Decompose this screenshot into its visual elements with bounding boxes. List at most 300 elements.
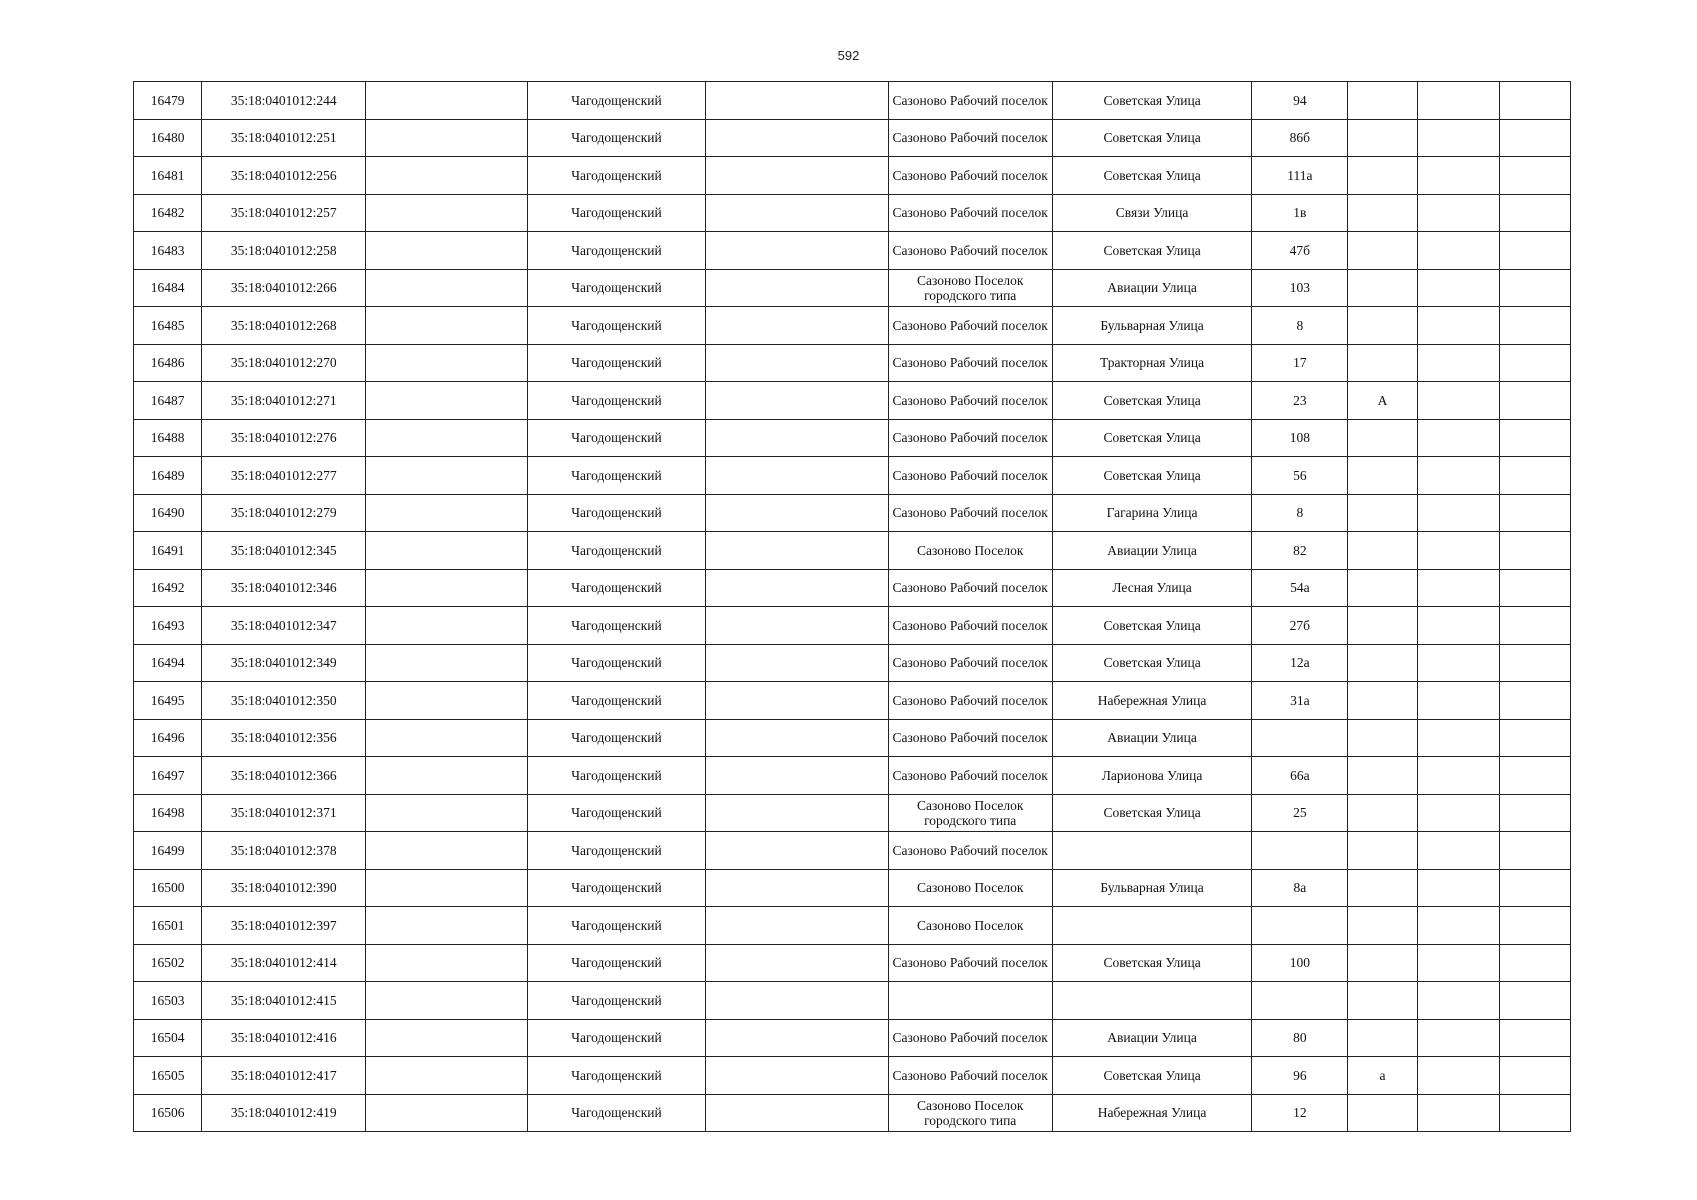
empty-cell [366, 1094, 527, 1132]
empty-cell [706, 982, 888, 1020]
building-letter-cell [1348, 1019, 1417, 1057]
district-cell: Чагодощенский [527, 157, 705, 195]
empty-cell [366, 982, 527, 1020]
table-row [134, 532, 1571, 570]
house-number-cell: 54а [1252, 569, 1348, 607]
district-cell: Чагодощенский [527, 119, 705, 157]
street-cell [1052, 832, 1251, 870]
empty-cell [1499, 119, 1570, 157]
row-number-cell: 16481 [134, 157, 202, 195]
empty-cell [1417, 907, 1499, 945]
empty-cell [706, 494, 888, 532]
district-cell: Чагодощенский [527, 569, 705, 607]
empty-cell [1417, 419, 1499, 457]
settlement-cell: Сазоново Рабочий поселок [888, 307, 1052, 345]
row-number-cell: 16492 [134, 569, 202, 607]
empty-cell [1499, 382, 1570, 420]
empty-cell [706, 907, 888, 945]
settlement-cell: Сазоново Рабочий поселок [888, 232, 1052, 270]
empty-cell [1417, 569, 1499, 607]
building-letter-cell [1348, 232, 1417, 270]
row-number-cell: 16483 [134, 232, 202, 270]
empty-cell [1417, 1057, 1499, 1095]
row-number-cell: 16486 [134, 344, 202, 382]
cadastral-number-cell: 35:18:0401012:378 [202, 832, 366, 870]
empty-cell [366, 82, 527, 120]
empty-cell [366, 419, 527, 457]
empty-cell [366, 232, 527, 270]
street-cell: Гагарина Улица [1052, 494, 1251, 532]
empty-cell [1499, 794, 1570, 832]
empty-cell [706, 757, 888, 795]
district-cell: Чагодощенский [527, 644, 705, 682]
settlement-cell: Сазоново Рабочий поселок [888, 419, 1052, 457]
house-number-cell [1252, 907, 1348, 945]
empty-cell [1417, 982, 1499, 1020]
cadastral-number-cell: 35:18:0401012:271 [202, 382, 366, 420]
settlement-cell: Сазоново Рабочий поселок [888, 1057, 1052, 1095]
cadastral-number-cell: 35:18:0401012:268 [202, 307, 366, 345]
table-row [134, 419, 1571, 457]
empty-cell [706, 832, 888, 870]
building-letter-cell [1348, 869, 1417, 907]
table-row [134, 869, 1571, 907]
empty-cell [1499, 194, 1570, 232]
house-number-cell: 80 [1252, 1019, 1348, 1057]
house-number-cell: 31а [1252, 682, 1348, 720]
row-number-cell: 16506 [134, 1094, 202, 1132]
table-row [134, 794, 1571, 832]
street-cell [1052, 907, 1251, 945]
district-cell: Чагодощенский [527, 344, 705, 382]
building-letter-cell [1348, 457, 1417, 495]
table-row [134, 457, 1571, 495]
empty-cell [1417, 457, 1499, 495]
table-row [134, 494, 1571, 532]
building-letter-cell [1348, 194, 1417, 232]
empty-cell [706, 119, 888, 157]
registry-body [134, 82, 1571, 1132]
settlement-cell: Сазоново Рабочий поселок [888, 719, 1052, 757]
settlement-cell: Сазоново Рабочий поселок [888, 569, 1052, 607]
empty-cell [706, 569, 888, 607]
empty-cell [706, 869, 888, 907]
empty-cell [366, 344, 527, 382]
empty-cell [706, 944, 888, 982]
house-number-cell: 12 [1252, 1094, 1348, 1132]
empty-cell [706, 382, 888, 420]
settlement-cell: Сазоново Рабочий поселок [888, 607, 1052, 645]
table-row [134, 944, 1571, 982]
cadastral-number-cell: 35:18:0401012:279 [202, 494, 366, 532]
empty-cell [366, 607, 527, 645]
table-row [134, 307, 1571, 345]
house-number-cell [1252, 982, 1348, 1020]
district-cell: Чагодощенский [527, 1019, 705, 1057]
row-number-cell: 16491 [134, 532, 202, 570]
cadastral-number-cell: 35:18:0401012:416 [202, 1019, 366, 1057]
street-cell: Авиации Улица [1052, 1019, 1251, 1057]
street-cell: Советская Улица [1052, 419, 1251, 457]
table-row [134, 719, 1571, 757]
settlement-cell: Сазоново Рабочий поселок [888, 157, 1052, 195]
row-number-cell: 16498 [134, 794, 202, 832]
street-cell: Советская Улица [1052, 119, 1251, 157]
building-letter-cell [1348, 794, 1417, 832]
row-number-cell: 16488 [134, 419, 202, 457]
cadastral-number-cell: 35:18:0401012:270 [202, 344, 366, 382]
cadastral-number-cell: 35:18:0401012:347 [202, 607, 366, 645]
empty-cell [1417, 607, 1499, 645]
table-row [134, 682, 1571, 720]
settlement-cell: Сазоново Рабочий поселок [888, 1019, 1052, 1057]
house-number-cell: 56 [1252, 457, 1348, 495]
building-letter-cell [1348, 982, 1417, 1020]
row-number-cell: 16490 [134, 494, 202, 532]
empty-cell [366, 1057, 527, 1095]
empty-cell [1499, 682, 1570, 720]
cadastral-number-cell: 35:18:0401012:256 [202, 157, 366, 195]
empty-cell [1499, 1057, 1570, 1095]
cadastral-number-cell: 35:18:0401012:276 [202, 419, 366, 457]
house-number-cell: 82 [1252, 532, 1348, 570]
building-letter-cell [1348, 944, 1417, 982]
house-number-cell: 111а [1252, 157, 1348, 195]
cadastral-number-cell: 35:18:0401012:356 [202, 719, 366, 757]
street-cell: Советская Улица [1052, 607, 1251, 645]
table-row [134, 157, 1571, 195]
building-letter-cell [1348, 644, 1417, 682]
empty-cell [706, 419, 888, 457]
empty-cell [1417, 232, 1499, 270]
empty-cell [1417, 1019, 1499, 1057]
empty-cell [1499, 719, 1570, 757]
row-number-cell: 16485 [134, 307, 202, 345]
empty-cell [366, 644, 527, 682]
street-cell: Советская Улица [1052, 794, 1251, 832]
empty-cell [1499, 1019, 1570, 1057]
district-cell: Чагодощенский [527, 82, 705, 120]
empty-cell [706, 1019, 888, 1057]
cadastral-number-cell: 35:18:0401012:349 [202, 644, 366, 682]
empty-cell [1417, 869, 1499, 907]
building-letter-cell: а [1348, 1057, 1417, 1095]
empty-cell [366, 532, 527, 570]
settlement-cell: Сазоново Рабочий поселок [888, 344, 1052, 382]
district-cell: Чагодощенский [527, 607, 705, 645]
district-cell: Чагодощенский [527, 794, 705, 832]
row-number-cell: 16501 [134, 907, 202, 945]
empty-cell [706, 157, 888, 195]
district-cell: Чагодощенский [527, 269, 705, 307]
building-letter-cell [1348, 269, 1417, 307]
building-letter-cell [1348, 82, 1417, 120]
district-cell: Чагодощенский [527, 832, 705, 870]
empty-cell [706, 457, 888, 495]
empty-cell [1499, 832, 1570, 870]
building-letter-cell [1348, 307, 1417, 345]
empty-cell [706, 532, 888, 570]
table-row [134, 607, 1571, 645]
district-cell: Чагодощенский [527, 419, 705, 457]
house-number-cell: 8а [1252, 869, 1348, 907]
district-cell: Чагодощенский [527, 907, 705, 945]
empty-cell [366, 794, 527, 832]
settlement-cell: Сазоново Рабочий поселок [888, 194, 1052, 232]
empty-cell [1417, 644, 1499, 682]
empty-cell [1499, 532, 1570, 570]
empty-cell [366, 194, 527, 232]
street-cell: Тракторная Улица [1052, 344, 1251, 382]
row-number-cell: 16500 [134, 869, 202, 907]
empty-cell [706, 344, 888, 382]
street-cell: Советская Улица [1052, 1057, 1251, 1095]
row-number-cell: 16484 [134, 269, 202, 307]
empty-cell [706, 1094, 888, 1132]
house-number-cell [1252, 832, 1348, 870]
empty-cell [1499, 419, 1570, 457]
empty-cell [366, 307, 527, 345]
empty-cell [366, 382, 527, 420]
empty-cell [706, 682, 888, 720]
row-number-cell: 16503 [134, 982, 202, 1020]
settlement-cell [888, 982, 1052, 1020]
building-letter-cell [1348, 832, 1417, 870]
settlement-cell: Сазоново Поселок [888, 869, 1052, 907]
building-letter-cell: А [1348, 382, 1417, 420]
row-number-cell: 16493 [134, 607, 202, 645]
empty-cell [706, 719, 888, 757]
cadastral-number-cell: 35:18:0401012:257 [202, 194, 366, 232]
empty-cell [1499, 569, 1570, 607]
empty-cell [366, 907, 527, 945]
settlement-cell: Сазоново Рабочий поселок [888, 457, 1052, 495]
street-cell: Советская Улица [1052, 82, 1251, 120]
table-row [134, 982, 1571, 1020]
street-cell: Бульварная Улица [1052, 869, 1251, 907]
empty-cell [366, 682, 527, 720]
house-number-cell: 25 [1252, 794, 1348, 832]
district-cell: Чагодощенский [527, 757, 705, 795]
district-cell: Чагодощенский [527, 457, 705, 495]
empty-cell [1499, 82, 1570, 120]
row-number-cell: 16482 [134, 194, 202, 232]
street-cell: Авиации Улица [1052, 719, 1251, 757]
building-letter-cell [1348, 719, 1417, 757]
empty-cell [366, 719, 527, 757]
house-number-cell: 100 [1252, 944, 1348, 982]
empty-cell [706, 232, 888, 270]
empty-cell [1499, 494, 1570, 532]
table-row [134, 569, 1571, 607]
house-number-cell: 108 [1252, 419, 1348, 457]
street-cell: Лесная Улица [1052, 569, 1251, 607]
empty-cell [1499, 269, 1570, 307]
cadastral-number-cell: 35:18:0401012:346 [202, 569, 366, 607]
empty-cell [366, 757, 527, 795]
cadastral-number-cell: 35:18:0401012:390 [202, 869, 366, 907]
street-cell: Авиации Улица [1052, 269, 1251, 307]
page-number: 592 [837, 48, 860, 63]
table-row [134, 382, 1571, 420]
house-number-cell: 47б [1252, 232, 1348, 270]
registry-table [133, 81, 1571, 1132]
settlement-cell: Сазоново Рабочий поселок [888, 644, 1052, 682]
street-cell: Связи Улица [1052, 194, 1251, 232]
row-number-cell: 16487 [134, 382, 202, 420]
empty-cell [1417, 494, 1499, 532]
empty-cell [366, 832, 527, 870]
row-number-cell: 16497 [134, 757, 202, 795]
building-letter-cell [1348, 157, 1417, 195]
street-cell: Советская Улица [1052, 644, 1251, 682]
building-letter-cell [1348, 607, 1417, 645]
building-letter-cell [1348, 344, 1417, 382]
cadastral-number-cell: 35:18:0401012:415 [202, 982, 366, 1020]
empty-cell [366, 944, 527, 982]
table-row [134, 82, 1571, 120]
empty-cell [1417, 832, 1499, 870]
house-number-cell: 86б [1252, 119, 1348, 157]
house-number-cell: 94 [1252, 82, 1348, 120]
district-cell: Чагодощенский [527, 1094, 705, 1132]
row-number-cell: 16489 [134, 457, 202, 495]
building-letter-cell [1348, 532, 1417, 570]
empty-cell [1499, 344, 1570, 382]
cadastral-number-cell: 35:18:0401012:371 [202, 794, 366, 832]
house-number-cell: 8 [1252, 494, 1348, 532]
settlement-cell: Сазоново Рабочий поселок [888, 382, 1052, 420]
row-number-cell: 16480 [134, 119, 202, 157]
empty-cell [1417, 1094, 1499, 1132]
row-number-cell: 16505 [134, 1057, 202, 1095]
table-row [134, 907, 1571, 945]
empty-cell [706, 82, 888, 120]
street-cell: Советская Улица [1052, 157, 1251, 195]
street-cell: Бульварная Улица [1052, 307, 1251, 345]
house-number-cell: 8 [1252, 307, 1348, 345]
district-cell: Чагодощенский [527, 682, 705, 720]
district-cell: Чагодощенский [527, 307, 705, 345]
building-letter-cell [1348, 682, 1417, 720]
settlement-cell: Сазоново Рабочий поселок [888, 494, 1052, 532]
empty-cell [1499, 232, 1570, 270]
settlement-cell: Сазоново Поселок городского типа [888, 1094, 1052, 1132]
district-cell: Чагодощенский [527, 232, 705, 270]
house-number-cell [1252, 719, 1348, 757]
empty-cell [1499, 1094, 1570, 1132]
empty-cell [366, 494, 527, 532]
empty-cell [1499, 157, 1570, 195]
empty-cell [1417, 307, 1499, 345]
district-cell: Чагодощенский [527, 494, 705, 532]
house-number-cell: 17 [1252, 344, 1348, 382]
district-cell: Чагодощенский [527, 869, 705, 907]
empty-cell [1499, 644, 1570, 682]
street-cell: Советская Улица [1052, 382, 1251, 420]
street-cell: Советская Улица [1052, 457, 1251, 495]
cadastral-number-cell: 35:18:0401012:277 [202, 457, 366, 495]
building-letter-cell [1348, 419, 1417, 457]
empty-cell [1417, 157, 1499, 195]
empty-cell [1417, 269, 1499, 307]
table-row [134, 757, 1571, 795]
row-number-cell: 16494 [134, 644, 202, 682]
street-cell: Советская Улица [1052, 944, 1251, 982]
cadastral-number-cell: 35:18:0401012:419 [202, 1094, 366, 1132]
settlement-cell: Сазоново Рабочий поселок [888, 757, 1052, 795]
empty-cell [706, 644, 888, 682]
row-number-cell: 16499 [134, 832, 202, 870]
building-letter-cell [1348, 757, 1417, 795]
empty-cell [706, 1057, 888, 1095]
building-letter-cell [1348, 569, 1417, 607]
district-cell: Чагодощенский [527, 944, 705, 982]
empty-cell [1499, 982, 1570, 1020]
empty-cell [1499, 907, 1570, 945]
settlement-cell: Сазоново Поселок [888, 532, 1052, 570]
empty-cell [1417, 194, 1499, 232]
cadastral-number-cell: 35:18:0401012:350 [202, 682, 366, 720]
empty-cell [1417, 532, 1499, 570]
cadastral-number-cell: 35:18:0401012:345 [202, 532, 366, 570]
empty-cell [366, 119, 527, 157]
district-cell: Чагодощенский [527, 719, 705, 757]
district-cell: Чагодощенский [527, 382, 705, 420]
settlement-cell: Сазоново Поселок [888, 907, 1052, 945]
cadastral-number-cell: 35:18:0401012:397 [202, 907, 366, 945]
house-number-cell: 23 [1252, 382, 1348, 420]
building-letter-cell [1348, 907, 1417, 945]
empty-cell [1417, 794, 1499, 832]
house-number-cell: 12а [1252, 644, 1348, 682]
table-row [134, 1057, 1571, 1095]
table-row [134, 1019, 1571, 1057]
empty-cell [1417, 719, 1499, 757]
district-cell: Чагодощенский [527, 532, 705, 570]
table-row [134, 1094, 1571, 1132]
house-number-cell: 27б [1252, 607, 1348, 645]
row-number-cell: 16502 [134, 944, 202, 982]
cadastral-number-cell: 35:18:0401012:414 [202, 944, 366, 982]
street-cell: Советская Улица [1052, 232, 1251, 270]
district-cell: Чагодощенский [527, 982, 705, 1020]
empty-cell [1499, 457, 1570, 495]
table-row [134, 269, 1571, 307]
house-number-cell: 96 [1252, 1057, 1348, 1095]
settlement-cell: Сазоново Рабочий поселок [888, 832, 1052, 870]
street-cell: Ларионова Улица [1052, 757, 1251, 795]
empty-cell [366, 457, 527, 495]
settlement-cell: Сазоново Рабочий поселок [888, 82, 1052, 120]
house-number-cell: 103 [1252, 269, 1348, 307]
empty-cell [1417, 682, 1499, 720]
settlement-cell: Сазоново Поселок городского типа [888, 269, 1052, 307]
empty-cell [706, 607, 888, 645]
empty-cell [366, 1019, 527, 1057]
empty-cell [1499, 869, 1570, 907]
empty-cell [1417, 382, 1499, 420]
district-cell: Чагодощенский [527, 194, 705, 232]
settlement-cell: Сазоново Рабочий поселок [888, 944, 1052, 982]
settlement-cell: Сазоново Поселок городского типа [888, 794, 1052, 832]
row-number-cell: 16495 [134, 682, 202, 720]
table-row [134, 119, 1571, 157]
table-row [134, 232, 1571, 270]
building-letter-cell [1348, 119, 1417, 157]
settlement-cell: Сазоново Рабочий поселок [888, 119, 1052, 157]
empty-cell [706, 307, 888, 345]
